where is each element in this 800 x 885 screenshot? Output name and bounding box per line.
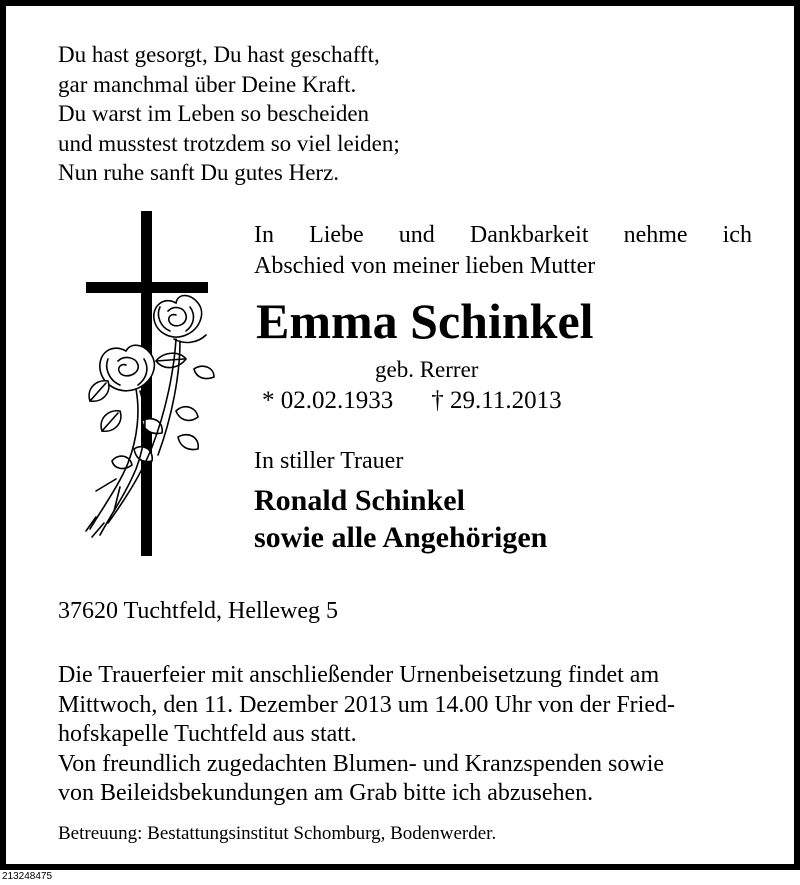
intro-text	[254, 220, 752, 282]
intro-line-2: Abschied von meiner lieben Mutter	[254, 253, 596, 279]
poem-line: gar manchmal über Deine Kraft.	[58, 71, 357, 97]
poem-line: und musstest trotzdem so viel leiden;	[58, 130, 400, 156]
mourning-intro: In stiller Trauer	[254, 448, 404, 474]
intro-word: ich	[722, 222, 752, 248]
maiden-name: geb. Rerrer	[375, 357, 479, 382]
mourner-name: Ronald Schinkel	[254, 484, 465, 517]
mourners	[254, 482, 547, 556]
mourner-relatives: sowie alle Angehörigen	[254, 521, 548, 554]
life-dates	[262, 387, 562, 415]
info-line: hofskapelle Tuchtfeld aus statt.	[58, 721, 357, 747]
intro-line-1	[254, 220, 752, 251]
intro-word: Dankbarkeit	[469, 222, 589, 248]
ad-code: 213248475	[2, 871, 53, 882]
funeral-director: Betreuung: Bestattungsinstitut Schomburg, Bodenwerder.	[58, 823, 497, 844]
poem-line: Du warst im Leben so bescheiden	[58, 101, 370, 126]
intro-word: Liebe	[309, 222, 364, 248]
deceased-name: Emma Schinkel	[256, 293, 594, 349]
poem-line: Du hast gesorgt, Du hast geschafft,	[58, 42, 380, 67]
intro-word: nehme	[623, 222, 688, 248]
intro-word: In	[254, 222, 274, 248]
address: 37620 Tuchtfeld, Helleweg 5	[58, 598, 338, 624]
death-date: † 29.11.2013	[431, 387, 562, 414]
cross-with-roses	[56, 211, 236, 566]
info-line: Die Trauerfeier mit anschließender Urnenbeisetzung findet am	[58, 662, 660, 688]
poem	[58, 40, 400, 188]
birth-date: * 02.02.1933	[262, 387, 394, 414]
info-line: Mittwoch, den 11. Dezember 2013 um 14.00 Uhr von der Fried-	[58, 691, 675, 718]
funeral-info	[58, 661, 752, 809]
poem-line: Nun ruhe sanft Du gutes Herz.	[58, 160, 340, 185]
info-line: Von freundlich zugedachten Blumen- und Kranzspenden sowie	[58, 750, 665, 777]
intro-word: und	[398, 222, 435, 248]
info-line: von Beileidsbekundungen am Grab bitte ich abzusehen.	[58, 780, 594, 806]
